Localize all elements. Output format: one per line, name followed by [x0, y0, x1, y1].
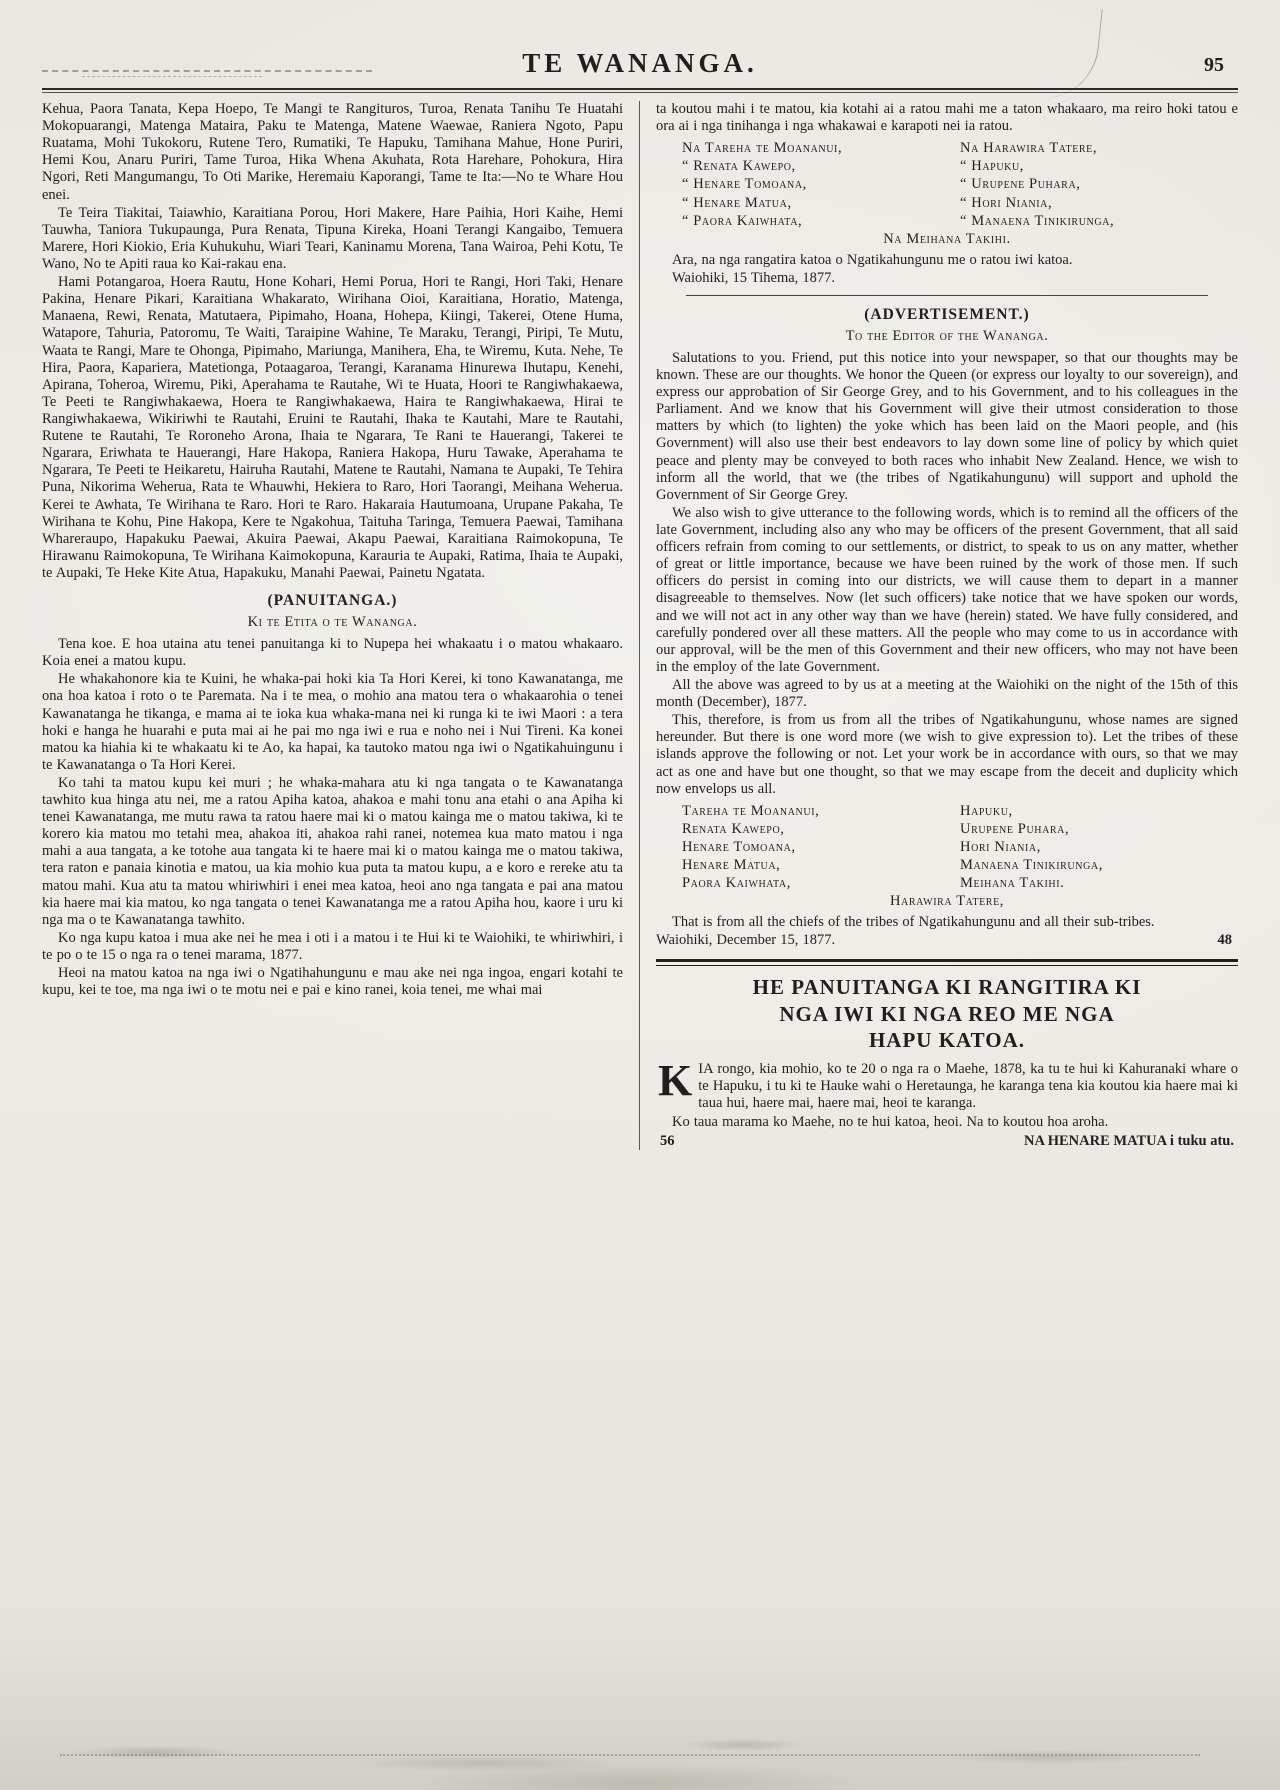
columns: [42, 101, 1238, 1150]
advertisement-paragraph: All the above was agreed to by us at a meeting at the Waiohiki on the night of the 15th of this month (December), 1877.: [656, 676, 1238, 711]
signatory: Urupene Puhara,: [960, 820, 1070, 837]
signatory-column-left: [682, 802, 960, 893]
signatory: “ Manaena Tinikirunga,: [960, 212, 1115, 229]
name-list-paragraph: Te Teira Tiakitai, Taiawhio, Karaitiana Porou, Hori Makere, Hare Paihia, Hori Kaihe, Hemi Tauwha, Taniora Tukupaunga, Pura Renata, Tipuna Kireka, Hoani Terangi Kangaibo, Temuera Marere, Hori Kiokio, Eria Kuhukuhu, Wiari Teari, Kaninamu Morena, Tana Wairoa, Pehi Kotu, Te Wano, No te Apiti raua ko Kai-rakau ena.: [42, 204, 623, 272]
signatory: Henare Matua,: [682, 857, 781, 874]
panuitanga-subheading: Ki te Etita o te Wananga.: [247, 614, 418, 631]
signatory: Renata Kawepo,: [682, 820, 785, 837]
notice-body-text: IA rongo, kia mohio, ko te 20 o nga ra o Maehe, 1878, ka tu te hui ki Kahuranaki whare o te Hapuku, i tu ki te Hauke wahi o Heretaunga, he karanga tena kia koutou kia haere mai ki taua hui, haere mai, haere mai, heoi te karanga.: [698, 1061, 1238, 1112]
panuitanga-paragraph: Ko tahi ta matou kupu kei muri ; he whaka-mahara atu ki nga tangata o te Kawanatanga tawhito kua hinga atu nei, me a ratou Apiha katoa, ahakoa e mahi tonu ana etahi o ana Apiha ki tenei Kawanatanga, me mutu rawa ta ratou haere mai ki o matou kainga me o matou takiwa, ki te korero kia matou mo tetahi mea, ahakoa iti, ahakoa rahi ranei, notemea kua mato matou i nga mahi a aua tangata, a ke totohe aua tangata ki te haere mai ki o matou kainga me o matou takiwa, tera raton e panaia kinotia e matou, ua kia mohio kua puta ta matou kupu, a e koro e rereke atu ta matou mahi. Kua atu ta matou whiriwhiri i enei mea katoa, heoi ano nga tangata e pai ana matou kia haere mai kia matou, ko nga tangata o tenei Kawanatanga me a ratou Apiha hou, kaore i uru ki nga ma o te Kawanatanga tawhito.: [42, 774, 623, 928]
advertisement-paragraph: We also wish to give utterance to the following words, which is to remind all the officers of the late Government, including also any who may be officers of the present Government, that all said officers refrain from coming to our settlements, or district, to speak to us on any matter, whether of great or little importance, because we have been ruined by the work of those men. If such officers do persist in coming into our districts, we will cause them to depart in a manner disagreeable to themselves. Now (let such officers) take notice that we have spoken our words, and we will not act in any other way than we have (herein) stated. We have fully considered, and carefully pondered over all these matters. All the people who may come to us in accordance with our approval, will be the men of this Government and their new officers, who may not have been in the employ of the late Government.: [656, 504, 1238, 675]
signatory: Hapuku,: [960, 802, 1013, 819]
notice-heading: [656, 974, 1238, 1053]
signatory: Paora Kaiwhata,: [682, 875, 791, 892]
scan-artifact-dashes: [60, 1754, 1200, 1756]
signatory: Meihana Takihi.: [960, 875, 1065, 892]
signatory: Henare Tomoana,: [682, 839, 796, 855]
panuitanga-paragraph: Tena koe. E hoa utaina atu tenei panuitanga ki to Nupepa hei whakaatu i o matou whakaaro. Koia enei a matou kupu.: [42, 636, 623, 670]
panuitanga-paragraph: He whakahonore kia te Kuini, he whaka-pai hoki kia Ta Hori Kerei, ki tono Kawanatanga, me ona hoa katoa i roto o te Paremata. Na i te mea, o mohio ana matou tera o whakaarohia o tenei Kawanatanga he tikanga, e mama ai te ioka kua whaka-mana nei ki runga ki te iwi Maori : a tera hoki e hanga he huarahi e puta mai ai he pai mo nga iwi e rua e noho nei i Nui Tireni. Ka konei matou ka hiahia ki te whakaatu ki te Ao, ka hapai, ka tautoko matou nga iwi o Ngatikahuingunu i te Kawanatanga o Ta Hori Kerei.: [42, 671, 623, 773]
signatory: Hori Niania,: [960, 839, 1041, 855]
signatory: “ Hapuku,: [960, 158, 1025, 175]
notice-paragraph: Ko taua marama ko Maehe, no te hui katoa, heoi. Na to koutou hoa aroha.: [672, 1113, 1109, 1130]
right-column: [640, 101, 1238, 1150]
name-list-paragraph: Hami Potangaroa, Hoera Rautu, Hone Kohari, Hemi Porua, Hori te Rangi, Hori Taki, Henare Pakina, Henare Pikari, Karaitiana Whakarato, Wirihana Oioi, Karaitiana, Horatio, Matenga, Manaena, Rewi, Renata, Matutaera, Pipimaho, Hoana, Hohepa, Kiingi, Takerei, Otene Huma, Watapore, Tahuria, Patoromu, Te Waiti, Taraipine Wahine, Te Maraku, Terangi, Piripi, Te Mutu, Waata te Rangi, Mare te Ohonga, Pipimaho, Mariunga, Manihera, Eha, te Wiremu, Kuta. Nehe, Te Hira, Paora, Kapariera, Matetionga, Potaagaroa, Terangi, Karanama Hinurewa Ihutapu, Kenehi, Apirana, Toheroa, Wiremu, Piki, Aperahama te Rautahe, Wi te Huata, Hoori te Rangiwhakaewa, Te Peeti te Rangiwhakaewa, Hoera te Rangiwhakaewa, Haira te Rangiwhakaewa, Hirai te Rangiwhakaewa, Wikiriwhi te Rautahi, Eruini te Rautahi, Ihaka te Kautahi, Mare te Rautahi, Rutene te Rautahi, Te Roroneho Arona, Ihaia te Ngarara, Te Rani te Hauerangi, Takerei te Ngarara, Eriwhata te Hauerangi, Hare Hakopa, Raniera Hakopa, Huru Tawake, Aperahama te Ngarara, Te Peeti te Heikaretu, Hairuha Rautahi, Matene te Rautahi, Namana te Aupaki, Te Tehira Puna, Nikorima Weherua, Rata te Whauwhi, Hekiera to Raro, Hori Taorangi, Meihana Weherua. Kerei te Awhata, Te Wirihana te Raro. Hori te Raro. Hakaraia Hautumoana, Urupane Pakaha, Te Wirihana te Kohu, Pine Hakopa, Kere te Ngakohua, Taituha Taringa, Temuera Paewai, Tamihana Whareraupo, Hapakuku Paewai, Akuira Paewai, Akapu Paewai, Karaitiana Raimokopuna, Te Hirawanu Raimokopuna, Te Wirihana Kaimokopuna, Karauria te Aupaki, Ratima, Ihaia te Aupaki, te Aupaki, Te Heke Kite Atua, Hapakuku, Manahi Paewai, Painetu Ngatata.: [42, 274, 623, 581]
signatory-column-left: [682, 139, 960, 230]
signatory-list-maori: [656, 136, 1238, 230]
name-list-paragraph: Kehua, Paora Tanata, Kepa Hoepo, Te Mangi te Rangituros, Turoa, Renata Tanihu Te Huatahi Mokopuarangi, Matenga Mataira, Paku te Matenga, Matene Waewae, Raniera Ngoto, Papu Ruatama, Mohi Tukokoru, Rutene Tero, Rumatiki, Te Hapuku, Tamihana Mahue, Hone Puriri, Hemi Kou, Anaru Puriri, Tame Turoa, Hika Whena Akuhata, Rota Harehare, Pohokura, Hira Ngori, Reti Mangumangu, To Oti Marike, Heremaiu Kaporangi, Tame te Ita:—No te Whare Hou enei.: [42, 101, 623, 203]
panuitanga-paragraph: Ko nga kupu katoa i mua ake nei he mea i oti i a matou i te Hui ki te Waiohiki, te whiriwhiri, i te po o te 15 o nga ra o tenei marama, 1877.: [42, 929, 623, 964]
panuitanga-paragraph: Heoi na matou katoa na nga iwi o Ngatihahungunu e mau ake nei nga ingoa, engari kotahi te kupu, kei te toe, ma nga iwi o te motu nei e pai e kino ranei, koia tenei, me whai mai: [42, 965, 623, 999]
signatory: Manaena Tinikirunga,: [960, 857, 1103, 874]
section-double-rule: [656, 959, 1238, 966]
notice-heading-line: HAPU KATOA.: [868, 1027, 1026, 1052]
scan-artifact-dashes: [82, 76, 262, 77]
notice-number: 56: [660, 1132, 675, 1149]
signatory: “ Henare Tomoana,: [682, 176, 807, 193]
signatory-center: Harawira Tatere,: [890, 893, 1004, 910]
dateline: Waiohiki, 15 Tihema, 1877.: [672, 269, 836, 286]
dateline: Waiohiki, December 15, 1877.: [656, 932, 836, 949]
advertisement-closing: That is from all the chiefs of the tribes of Ngatikahungunu and all their sub-tribes.: [672, 914, 1155, 931]
signatory: “ Henare Matua,: [682, 194, 792, 211]
signatory: Tareha te Moananui,: [682, 802, 820, 819]
notice-footer: [656, 1133, 1238, 1150]
signatory-column-right: [960, 139, 1238, 230]
panuitanga-heading: (PANUITANGA.): [267, 592, 398, 610]
continuation-paragraph: ta koutou mahi i te matou, kia kotahi ai a ratou mahi me a taton whakaaro, ma reiro hoki tatou e ora ai i nga tinihanga i nga whakawai e karapoti nei ia ratou.: [656, 101, 1238, 135]
advertisement-paragraph: Salutations to you. Friend, put this notice into your newspaper, so that our thoughts may be known. These are our thoughts. We honor the Queen (or express our loyalty to our sovereign), and express our approbation of Sir George Grey, and to his Government, and to his colleagues in the Parliament. And we know that his Government will give their utmost consideration to those matters by which (to lighten) the yoke which has been laid on the Maori people, and (his Government) will also use their best endeavors to lay down some line of policy by which quiet peace and plenty may be conveyed to both races who inhabit New Zealand. Hence, we wish to inform all the world, that we (the tribes of Ngatikahungunu) will support and uphold the Government of Sir George Grey.: [656, 349, 1238, 503]
signatory: “ Renata Kawepo,: [682, 158, 796, 175]
section-rule: [686, 295, 1208, 296]
advertisement-paragraph: This, therefore, is from us from all the tribes of Ngatikahungunu, whose names are signed hereunder. But there is one word more (we wish to give expression to). Let the tribes of these islands approve the following or not. Let your work be in accordance with ours, so that we may act as one and have but one thought, so that we may escape from the deceit and duplicity which now envelops us all.: [656, 712, 1238, 797]
page-number: 95: [1204, 54, 1224, 76]
signatory: “ Paora Kaiwhata,: [682, 212, 803, 229]
notice-number: 48: [1217, 932, 1232, 949]
signatory-column-right: [960, 802, 1238, 893]
notice-heading-line: HE PANUITANGA KI RANGITIRA KI: [752, 975, 1142, 1000]
advertisement-subheading: To the Editor of the Wananga.: [845, 327, 1049, 344]
signatory-list-english: [656, 799, 1238, 893]
signatory: “ Urupene Puhara,: [960, 176, 1081, 193]
ara-paragraph: Ara, na nga rangatira katoa o Ngatikahungunu me o ratou iwi katoa.: [672, 251, 1073, 268]
signatory: Na Tareha te Moananui,: [682, 140, 843, 157]
signatory-center: Na Meihana Takihi.: [883, 230, 1011, 247]
notice-body: [656, 1056, 1238, 1112]
signatory: “ Hori Niania,: [960, 194, 1053, 211]
dropcap-letter: K: [658, 1056, 693, 1106]
advertisement-dateline-row: [656, 932, 1238, 949]
advertisement-heading: (ADVERTISEMENT.): [864, 305, 1030, 323]
signatory: Na Harawira Tatere,: [960, 140, 1098, 157]
notice-heading-line: NGA IWI KI NGA REO ME NGA: [779, 1001, 1115, 1026]
notice-signature: NA HENARE MATUA i tuku atu.: [1023, 1132, 1234, 1149]
masthead: [42, 26, 1238, 84]
left-column: [42, 101, 640, 1150]
scan-artifact-smudges: [0, 1640, 1280, 1790]
page-title: TE WANANGA.: [522, 48, 758, 78]
scan-artifact-dashes: [42, 70, 372, 72]
